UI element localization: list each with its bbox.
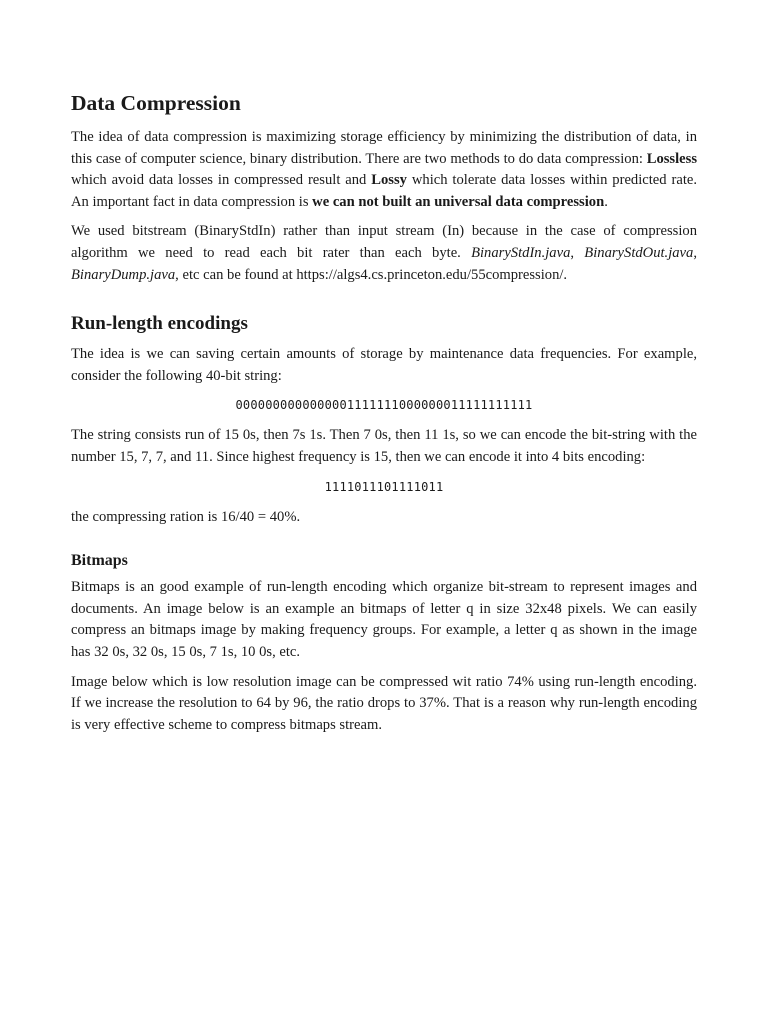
lossless-term: Lossless [646,150,697,167]
universal-compression-fact: we can not built an universal data compression [312,193,605,210]
bitstring-example: 0000000000000001111111000000011111111111 [235,398,533,413]
bitmaps-heading: Bitmaps [71,552,128,570]
file-binarystdout: BinaryStdOut.java [584,244,694,261]
rle-paragraph-2: The string consists run of 15 0s, then 7s 1s. Then 7 0s, then 11 1s, so we can encode the bit-string with the number 15, 7, 7, and 11. Since highest frequency is 15, then we can encode it into 4 bits encoding: [71,427,697,465]
section-spacer [71,294,697,311]
rle-heading: Run-length encodings [71,313,248,335]
page-title: Data Compression [71,91,241,115]
file-binarydump: BinaryDump.java [71,266,176,283]
bitmaps-paragraph-2: Image below which is low resolution image can be compressed wit ratio 74% using run-length encoding. If we increase the resolution to 64 by 96, the ratio drops to 37%. That is a reason why run-length encoding is very effective scheme to compress bitmaps stream. [71,673,697,733]
document-content [71,88,697,744]
intro-text-4: . [604,193,608,210]
intro-text-2: which avoid data losses in compressed result and [71,172,372,189]
subsection-spacer [71,536,697,550]
intro-paragraph [71,127,697,213]
intro-text-1: The idea of data compression is maximizing storage efficiency by minimizing the distribution of data, in this case of computer science, binary distribution. There are two methods to do data compression: [71,129,697,167]
bitstream-text-1: We used bitstream (BinaryStdIn) rather than input stream (In) because in the case of compression algorithm we need to read each bit rater than each byte. [71,223,697,261]
bitstream-text-2: , etc can be found at https://algs4.cs.princeton.edu/55compression/. [175,266,568,283]
bitstream-sep-2: , [693,244,697,261]
encoded-bitstring: 1111011101111011 [324,479,444,494]
file-binarystdin: BinaryStdIn.java [471,244,571,261]
rle-paragraph-1: The idea is we can saving certain amounts of storage by maintenance data frequencies. For example, consider the following 40-bit string: [71,346,697,384]
bitstream-sep-1: , [570,244,585,261]
intro-text-3: which tolerate data losses within predicted rate. An important fact in data compression is [71,172,697,210]
lossy-term: Lossy [371,172,407,189]
bitstream-paragraph [71,221,697,286]
bitmaps-paragraph-1: Bitmaps is an good example of run-length encoding which organize bit-stream to represent images and documents. An image below is an example an bitmaps of letter q in size 32x48 pixels. We can easily compress an bitmaps image by making frequency groups. For example, a letter q as shown in the image has 32 0s, 32 0s, 15 0s, 7 1s, 10 0s, etc. [71,579,697,660]
compression-ratio-text: the compressing ration is 16/40 = 40%. [71,508,301,525]
